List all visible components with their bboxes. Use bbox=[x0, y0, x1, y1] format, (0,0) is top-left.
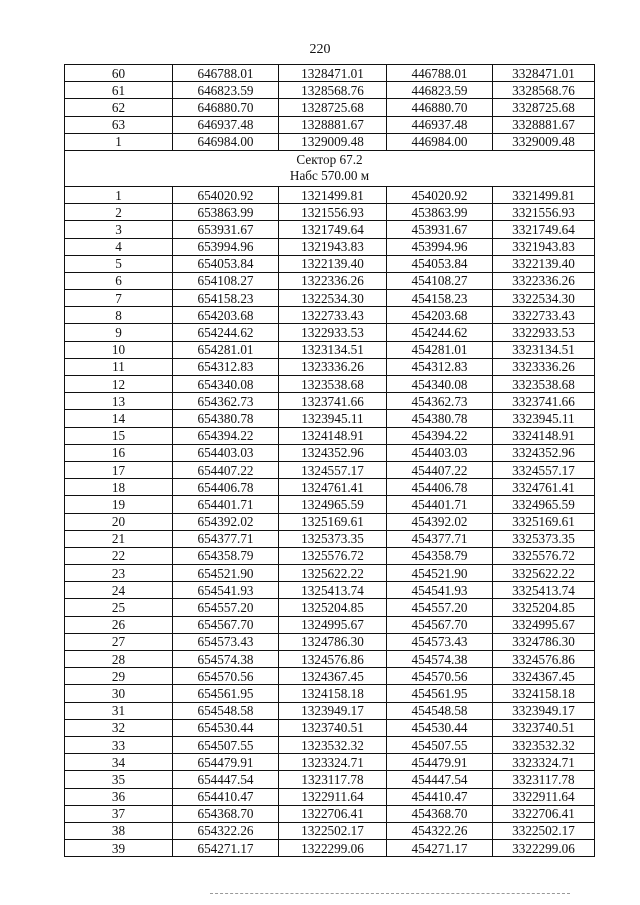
y-coordinate-cell: 1328881.67 bbox=[279, 116, 387, 133]
y-coordinate-cell: 1322706.41 bbox=[279, 805, 387, 822]
y2-coordinate-cell: 3324352.96 bbox=[493, 444, 595, 461]
x2-coordinate-cell: 446823.59 bbox=[387, 82, 493, 99]
table-row bbox=[65, 685, 595, 702]
x2-coordinate-cell: 454447.54 bbox=[387, 771, 493, 788]
table-row bbox=[65, 99, 595, 116]
x2-coordinate-cell: 454377.71 bbox=[387, 530, 493, 547]
coordinates-table bbox=[64, 64, 595, 857]
y-coordinate-cell: 1328568.76 bbox=[279, 82, 387, 99]
point-number-cell: 5 bbox=[65, 255, 173, 272]
point-number-cell: 1 bbox=[65, 186, 173, 203]
y2-coordinate-cell: 3324557.17 bbox=[493, 461, 595, 478]
sector-elevation: Набс 570.00 м bbox=[289, 167, 370, 183]
y2-coordinate-cell: 3321499.81 bbox=[493, 186, 595, 203]
x-coordinate-cell: 654203.68 bbox=[173, 307, 279, 324]
x2-coordinate-cell: 454479.91 bbox=[387, 754, 493, 771]
x-coordinate-cell: 654312.83 bbox=[173, 358, 279, 375]
x-coordinate-cell: 654447.54 bbox=[173, 771, 279, 788]
x-coordinate-cell: 653931.67 bbox=[173, 221, 279, 238]
table-row bbox=[65, 324, 595, 341]
y2-coordinate-cell: 3325576.72 bbox=[493, 547, 595, 564]
x2-coordinate-cell: 454244.62 bbox=[387, 324, 493, 341]
x2-coordinate-cell: 446937.48 bbox=[387, 116, 493, 133]
x2-coordinate-cell: 454108.27 bbox=[387, 272, 493, 289]
y2-coordinate-cell: 3323949.17 bbox=[493, 702, 595, 719]
point-number-cell: 38 bbox=[65, 822, 173, 839]
table-row bbox=[65, 651, 595, 668]
y2-coordinate-cell: 3322299.06 bbox=[493, 840, 595, 857]
point-number-cell: 32 bbox=[65, 719, 173, 736]
x-coordinate-cell: 654567.70 bbox=[173, 616, 279, 633]
x2-coordinate-cell: 453994.96 bbox=[387, 238, 493, 255]
point-number-cell: 12 bbox=[65, 376, 173, 393]
table-row bbox=[65, 307, 595, 324]
point-number-cell: 7 bbox=[65, 290, 173, 307]
point-number-cell: 17 bbox=[65, 461, 173, 478]
x-coordinate-cell: 654377.71 bbox=[173, 530, 279, 547]
x-coordinate-cell: 654530.44 bbox=[173, 719, 279, 736]
y-coordinate-cell: 1322299.06 bbox=[279, 840, 387, 857]
y2-coordinate-cell: 3324148.91 bbox=[493, 427, 595, 444]
x-coordinate-cell: 654053.84 bbox=[173, 255, 279, 272]
y2-coordinate-cell: 3323741.66 bbox=[493, 393, 595, 410]
y2-coordinate-cell: 3321749.64 bbox=[493, 221, 595, 238]
y-coordinate-cell: 1324367.45 bbox=[279, 668, 387, 685]
y2-coordinate-cell: 3324786.30 bbox=[493, 633, 595, 650]
table-row bbox=[65, 116, 595, 133]
point-number-cell: 22 bbox=[65, 547, 173, 564]
x-coordinate-cell: 654561.95 bbox=[173, 685, 279, 702]
x-coordinate-cell: 654410.47 bbox=[173, 788, 279, 805]
y2-coordinate-cell: 3325373.35 bbox=[493, 530, 595, 547]
y2-coordinate-cell: 3325622.22 bbox=[493, 565, 595, 582]
y2-coordinate-cell: 3328568.76 bbox=[493, 82, 595, 99]
x-coordinate-cell: 654574.38 bbox=[173, 651, 279, 668]
y-coordinate-cell: 1324557.17 bbox=[279, 461, 387, 478]
table-row bbox=[65, 341, 595, 358]
x-coordinate-cell: 654392.02 bbox=[173, 513, 279, 530]
y-coordinate-cell: 1322534.30 bbox=[279, 290, 387, 307]
y-coordinate-cell: 1325622.22 bbox=[279, 565, 387, 582]
x2-coordinate-cell: 454507.55 bbox=[387, 736, 493, 753]
y-coordinate-cell: 1323134.51 bbox=[279, 341, 387, 358]
y2-coordinate-cell: 3323117.78 bbox=[493, 771, 595, 788]
y-coordinate-cell: 1321499.81 bbox=[279, 186, 387, 203]
table-row bbox=[65, 82, 595, 99]
x-coordinate-cell: 653863.99 bbox=[173, 204, 279, 221]
x2-coordinate-cell: 454340.08 bbox=[387, 376, 493, 393]
y2-coordinate-cell: 3328471.01 bbox=[493, 65, 595, 82]
y2-coordinate-cell: 3324576.86 bbox=[493, 651, 595, 668]
y2-coordinate-cell: 3325169.61 bbox=[493, 513, 595, 530]
x-coordinate-cell: 654322.26 bbox=[173, 822, 279, 839]
table-body-after bbox=[65, 186, 595, 856]
point-number-cell: 10 bbox=[65, 341, 173, 358]
point-number-cell: 15 bbox=[65, 427, 173, 444]
y-coordinate-cell: 1323324.71 bbox=[279, 754, 387, 771]
y2-coordinate-cell: 3324965.59 bbox=[493, 496, 595, 513]
x-coordinate-cell: 654403.03 bbox=[173, 444, 279, 461]
table-row bbox=[65, 719, 595, 736]
y2-coordinate-cell: 3322733.43 bbox=[493, 307, 595, 324]
sector-cell bbox=[65, 150, 595, 186]
point-number-cell: 39 bbox=[65, 840, 173, 857]
y-coordinate-cell: 1329009.48 bbox=[279, 133, 387, 150]
x-coordinate-cell: 654368.70 bbox=[173, 805, 279, 822]
point-number-cell: 8 bbox=[65, 307, 173, 324]
x-coordinate-cell: 654358.79 bbox=[173, 547, 279, 564]
table-row bbox=[65, 530, 595, 547]
y2-coordinate-cell: 3329009.48 bbox=[493, 133, 595, 150]
y-coordinate-cell: 1324148.91 bbox=[279, 427, 387, 444]
table-row bbox=[65, 204, 595, 221]
x2-coordinate-cell: 454530.44 bbox=[387, 719, 493, 736]
x2-coordinate-cell: 454271.17 bbox=[387, 840, 493, 857]
x2-coordinate-cell: 454380.78 bbox=[387, 410, 493, 427]
footer-scan-marks bbox=[210, 893, 570, 897]
table-row bbox=[65, 376, 595, 393]
y-coordinate-cell: 1322336.26 bbox=[279, 272, 387, 289]
y-coordinate-cell: 1322139.40 bbox=[279, 255, 387, 272]
x-coordinate-cell: 654507.55 bbox=[173, 736, 279, 753]
point-number-cell: 16 bbox=[65, 444, 173, 461]
x2-coordinate-cell: 454407.22 bbox=[387, 461, 493, 478]
x2-coordinate-cell: 454322.26 bbox=[387, 822, 493, 839]
point-number-cell: 34 bbox=[65, 754, 173, 771]
y-coordinate-cell: 1321556.93 bbox=[279, 204, 387, 221]
table-row bbox=[65, 565, 595, 582]
y2-coordinate-cell: 3323134.51 bbox=[493, 341, 595, 358]
point-number-cell: 6 bbox=[65, 272, 173, 289]
y-coordinate-cell: 1324995.67 bbox=[279, 616, 387, 633]
x2-coordinate-cell: 454521.90 bbox=[387, 565, 493, 582]
x-coordinate-cell: 654541.93 bbox=[173, 582, 279, 599]
y2-coordinate-cell: 3322139.40 bbox=[493, 255, 595, 272]
x2-coordinate-cell: 454410.47 bbox=[387, 788, 493, 805]
y-coordinate-cell: 1324786.30 bbox=[279, 633, 387, 650]
table-row bbox=[65, 616, 595, 633]
x-coordinate-cell: 654406.78 bbox=[173, 479, 279, 496]
table-row bbox=[65, 736, 595, 753]
x2-coordinate-cell: 454401.71 bbox=[387, 496, 493, 513]
y-coordinate-cell: 1321943.83 bbox=[279, 238, 387, 255]
x-coordinate-cell: 646880.70 bbox=[173, 99, 279, 116]
y2-coordinate-cell: 3322933.53 bbox=[493, 324, 595, 341]
y2-coordinate-cell: 3323532.32 bbox=[493, 736, 595, 753]
y-coordinate-cell: 1325204.85 bbox=[279, 599, 387, 616]
x2-coordinate-cell: 454406.78 bbox=[387, 479, 493, 496]
table-row bbox=[65, 65, 595, 82]
x2-coordinate-cell: 454574.38 bbox=[387, 651, 493, 668]
y-coordinate-cell: 1322911.64 bbox=[279, 788, 387, 805]
x2-coordinate-cell: 454403.03 bbox=[387, 444, 493, 461]
y2-coordinate-cell: 3325204.85 bbox=[493, 599, 595, 616]
y2-coordinate-cell: 3324158.18 bbox=[493, 685, 595, 702]
y2-coordinate-cell: 3321943.83 bbox=[493, 238, 595, 255]
x-coordinate-cell: 646984.00 bbox=[173, 133, 279, 150]
point-number-cell: 63 bbox=[65, 116, 173, 133]
x-coordinate-cell: 654479.91 bbox=[173, 754, 279, 771]
point-number-cell: 13 bbox=[65, 393, 173, 410]
y-coordinate-cell: 1325169.61 bbox=[279, 513, 387, 530]
x-coordinate-cell: 654340.08 bbox=[173, 376, 279, 393]
page-number: 220 bbox=[309, 42, 331, 57]
y2-coordinate-cell: 3323324.71 bbox=[493, 754, 595, 771]
x2-coordinate-cell: 454573.43 bbox=[387, 633, 493, 650]
y-coordinate-cell: 1324576.86 bbox=[279, 651, 387, 668]
table-row bbox=[65, 427, 595, 444]
table-row bbox=[65, 221, 595, 238]
point-number-cell: 4 bbox=[65, 238, 173, 255]
table-row bbox=[65, 513, 595, 530]
y-coordinate-cell: 1323117.78 bbox=[279, 771, 387, 788]
point-number-cell: 25 bbox=[65, 599, 173, 616]
table-row bbox=[65, 599, 595, 616]
y-coordinate-cell: 1323740.51 bbox=[279, 719, 387, 736]
table-row bbox=[65, 479, 595, 496]
y2-coordinate-cell: 3322706.41 bbox=[493, 805, 595, 822]
x2-coordinate-cell: 446880.70 bbox=[387, 99, 493, 116]
point-number-cell: 21 bbox=[65, 530, 173, 547]
table-body-before bbox=[65, 65, 595, 151]
y2-coordinate-cell: 3323945.11 bbox=[493, 410, 595, 427]
y2-coordinate-cell: 3322534.30 bbox=[493, 290, 595, 307]
table-row bbox=[65, 840, 595, 857]
point-number-cell: 20 bbox=[65, 513, 173, 530]
x-coordinate-cell: 653994.96 bbox=[173, 238, 279, 255]
y-coordinate-cell: 1325413.74 bbox=[279, 582, 387, 599]
x-coordinate-cell: 654244.62 bbox=[173, 324, 279, 341]
x-coordinate-cell: 654570.56 bbox=[173, 668, 279, 685]
table-row bbox=[65, 668, 595, 685]
x2-coordinate-cell: 454312.83 bbox=[387, 358, 493, 375]
x2-coordinate-cell: 454392.02 bbox=[387, 513, 493, 530]
x-coordinate-cell: 654394.22 bbox=[173, 427, 279, 444]
x2-coordinate-cell: 454561.95 bbox=[387, 685, 493, 702]
y-coordinate-cell: 1322733.43 bbox=[279, 307, 387, 324]
table-row bbox=[65, 702, 595, 719]
table-row bbox=[65, 461, 595, 478]
table-row bbox=[65, 633, 595, 650]
x2-coordinate-cell: 446984.00 bbox=[387, 133, 493, 150]
y-coordinate-cell: 1328471.01 bbox=[279, 65, 387, 82]
table-row bbox=[65, 547, 595, 564]
x2-coordinate-cell: 454368.70 bbox=[387, 805, 493, 822]
y-coordinate-cell: 1324352.96 bbox=[279, 444, 387, 461]
y-coordinate-cell: 1323532.32 bbox=[279, 736, 387, 753]
x2-coordinate-cell: 446788.01 bbox=[387, 65, 493, 82]
table-row bbox=[65, 771, 595, 788]
point-number-cell: 11 bbox=[65, 358, 173, 375]
y-coordinate-cell: 1325576.72 bbox=[279, 547, 387, 564]
x2-coordinate-cell: 454394.22 bbox=[387, 427, 493, 444]
x-coordinate-cell: 646937.48 bbox=[173, 116, 279, 133]
y-coordinate-cell: 1322502.17 bbox=[279, 822, 387, 839]
table-row bbox=[65, 186, 595, 203]
point-number-cell: 33 bbox=[65, 736, 173, 753]
table-row bbox=[65, 393, 595, 410]
x2-coordinate-cell: 454281.01 bbox=[387, 341, 493, 358]
x2-coordinate-cell: 454203.68 bbox=[387, 307, 493, 324]
point-number-cell: 61 bbox=[65, 82, 173, 99]
sector-title: Сектор 67.2 bbox=[296, 151, 363, 167]
point-number-cell: 19 bbox=[65, 496, 173, 513]
table-row bbox=[65, 290, 595, 307]
y2-coordinate-cell: 3322911.64 bbox=[493, 788, 595, 805]
point-number-cell: 28 bbox=[65, 651, 173, 668]
table-row bbox=[65, 358, 595, 375]
point-number-cell: 29 bbox=[65, 668, 173, 685]
table-row bbox=[65, 496, 595, 513]
x-coordinate-cell: 654271.17 bbox=[173, 840, 279, 857]
table-row bbox=[65, 582, 595, 599]
table-row bbox=[65, 754, 595, 771]
x2-coordinate-cell: 454358.79 bbox=[387, 547, 493, 564]
y2-coordinate-cell: 3328881.67 bbox=[493, 116, 595, 133]
y-coordinate-cell: 1322933.53 bbox=[279, 324, 387, 341]
y2-coordinate-cell: 3323538.68 bbox=[493, 376, 595, 393]
x-coordinate-cell: 654020.92 bbox=[173, 186, 279, 203]
point-number-cell: 26 bbox=[65, 616, 173, 633]
x2-coordinate-cell: 454548.58 bbox=[387, 702, 493, 719]
x2-coordinate-cell: 454557.20 bbox=[387, 599, 493, 616]
x-coordinate-cell: 654401.71 bbox=[173, 496, 279, 513]
y2-coordinate-cell: 3322336.26 bbox=[493, 272, 595, 289]
point-number-cell: 14 bbox=[65, 410, 173, 427]
point-number-cell: 62 bbox=[65, 99, 173, 116]
y-coordinate-cell: 1324158.18 bbox=[279, 685, 387, 702]
table-row bbox=[65, 272, 595, 289]
y2-coordinate-cell: 3323740.51 bbox=[493, 719, 595, 736]
x-coordinate-cell: 654557.20 bbox=[173, 599, 279, 616]
x-coordinate-cell: 654108.27 bbox=[173, 272, 279, 289]
y-coordinate-cell: 1324761.41 bbox=[279, 479, 387, 496]
table-row bbox=[65, 805, 595, 822]
point-number-cell: 2 bbox=[65, 204, 173, 221]
x2-coordinate-cell: 454567.70 bbox=[387, 616, 493, 633]
point-number-cell: 1 bbox=[65, 133, 173, 150]
y2-coordinate-cell: 3322502.17 bbox=[493, 822, 595, 839]
y-coordinate-cell: 1323945.11 bbox=[279, 410, 387, 427]
y-coordinate-cell: 1324965.59 bbox=[279, 496, 387, 513]
table-row bbox=[65, 133, 595, 150]
x2-coordinate-cell: 453863.99 bbox=[387, 204, 493, 221]
point-number-cell: 18 bbox=[65, 479, 173, 496]
y-coordinate-cell: 1323949.17 bbox=[279, 702, 387, 719]
x-coordinate-cell: 654573.43 bbox=[173, 633, 279, 650]
table-row bbox=[65, 410, 595, 427]
y-coordinate-cell: 1323538.68 bbox=[279, 376, 387, 393]
y2-coordinate-cell: 3324761.41 bbox=[493, 479, 595, 496]
point-number-cell: 24 bbox=[65, 582, 173, 599]
y-coordinate-cell: 1328725.68 bbox=[279, 99, 387, 116]
y2-coordinate-cell: 3325413.74 bbox=[493, 582, 595, 599]
x-coordinate-cell: 654281.01 bbox=[173, 341, 279, 358]
point-number-cell: 27 bbox=[65, 633, 173, 650]
table-row bbox=[65, 822, 595, 839]
x-coordinate-cell: 654380.78 bbox=[173, 410, 279, 427]
y-coordinate-cell: 1323336.26 bbox=[279, 358, 387, 375]
table-row bbox=[65, 444, 595, 461]
point-number-cell: 60 bbox=[65, 65, 173, 82]
sector-row bbox=[65, 150, 595, 186]
x-coordinate-cell: 654548.58 bbox=[173, 702, 279, 719]
x2-coordinate-cell: 453931.67 bbox=[387, 221, 493, 238]
point-number-cell: 31 bbox=[65, 702, 173, 719]
x2-coordinate-cell: 454020.92 bbox=[387, 186, 493, 203]
y2-coordinate-cell: 3324367.45 bbox=[493, 668, 595, 685]
y2-coordinate-cell: 3321556.93 bbox=[493, 204, 595, 221]
y-coordinate-cell: 1321749.64 bbox=[279, 221, 387, 238]
x-coordinate-cell: 654158.23 bbox=[173, 290, 279, 307]
x-coordinate-cell: 654362.73 bbox=[173, 393, 279, 410]
point-number-cell: 36 bbox=[65, 788, 173, 805]
x2-coordinate-cell: 454158.23 bbox=[387, 290, 493, 307]
x-coordinate-cell: 654521.90 bbox=[173, 565, 279, 582]
table-row bbox=[65, 238, 595, 255]
point-number-cell: 9 bbox=[65, 324, 173, 341]
y2-coordinate-cell: 3328725.68 bbox=[493, 99, 595, 116]
x2-coordinate-cell: 454362.73 bbox=[387, 393, 493, 410]
x2-coordinate-cell: 454541.93 bbox=[387, 582, 493, 599]
x-coordinate-cell: 646788.01 bbox=[173, 65, 279, 82]
point-number-cell: 30 bbox=[65, 685, 173, 702]
sector-header bbox=[65, 150, 595, 186]
table-row bbox=[65, 788, 595, 805]
x-coordinate-cell: 646823.59 bbox=[173, 82, 279, 99]
y-coordinate-cell: 1323741.66 bbox=[279, 393, 387, 410]
point-number-cell: 23 bbox=[65, 565, 173, 582]
y2-coordinate-cell: 3323336.26 bbox=[493, 358, 595, 375]
point-number-cell: 35 bbox=[65, 771, 173, 788]
point-number-cell: 37 bbox=[65, 805, 173, 822]
y-coordinate-cell: 1325373.35 bbox=[279, 530, 387, 547]
x2-coordinate-cell: 454570.56 bbox=[387, 668, 493, 685]
point-number-cell: 3 bbox=[65, 221, 173, 238]
table-row bbox=[65, 255, 595, 272]
x2-coordinate-cell: 454053.84 bbox=[387, 255, 493, 272]
y2-coordinate-cell: 3324995.67 bbox=[493, 616, 595, 633]
x-coordinate-cell: 654407.22 bbox=[173, 461, 279, 478]
